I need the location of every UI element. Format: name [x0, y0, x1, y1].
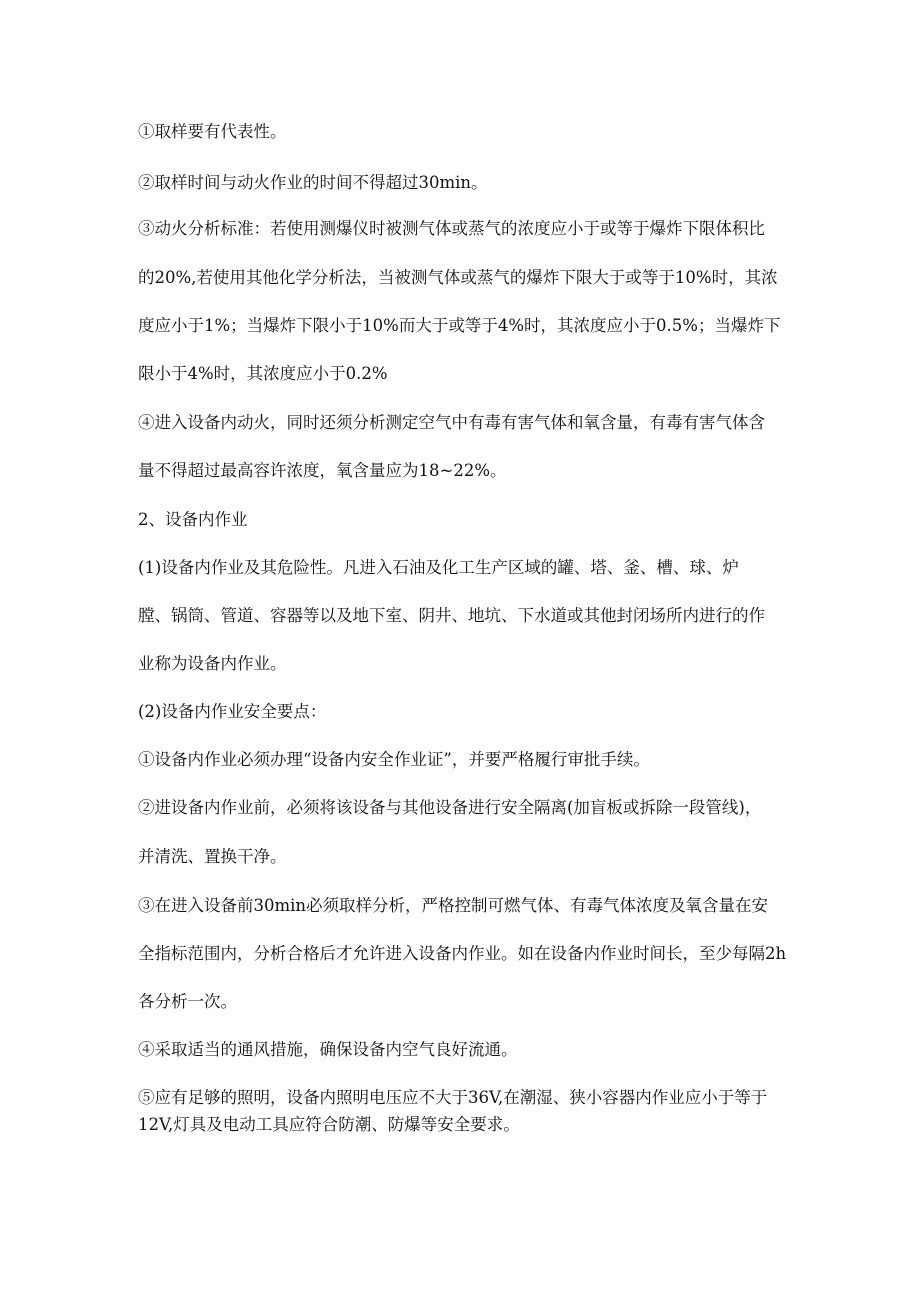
text-line: ②取样时间与动火作业的时间不得超过30min。	[138, 173, 488, 192]
text-line: ③在进入设备前30min必须取样分析，严格控制可燃气体、有毒气体浓度及氧含量在安	[138, 896, 769, 915]
text-line: (2)设备内作业安全要点：	[138, 702, 327, 721]
text-line: 限小于4%时，其浓度应小于0.2%	[138, 364, 388, 383]
text-line: ①设备内作业必须办理“设备内安全作业证”，并要严格履行审批手续。	[138, 750, 650, 769]
text-line: ⑤应有足够的照明，设备内照明电压应不大于36V,在潮湿、狭小容器内作业应小于等于	[138, 1088, 768, 1107]
text-line: ②进设备内作业前，必须将该设备与其他设备进行安全隔离(加盲板或拆除一段管线)，	[138, 798, 762, 817]
text-line: ④进入设备内动火，同时还须分析测定空气中有毒有害气体和氧含量，有毒有害气体含	[138, 413, 765, 432]
text-line: ③动火分析标准：若使用测爆仪时被测气体或蒸气的浓度应小于或等于爆炸下限体积比	[138, 219, 765, 238]
text-line: 12V,灯具及电动工具应符合防潮、防爆等安全要求。	[138, 1115, 520, 1134]
text-line: 业称为设备内作业。	[138, 654, 287, 673]
text-line: (1)设备内作业及其危险性。凡进入石油及化工生产区域的罐、塔、釜、槽、球、炉	[138, 558, 739, 577]
section-heading: 2、设备内作业	[138, 510, 248, 529]
text-line: 度应小于1%；当爆炸下限小于10%而大于或等于4%时，其浓度应小于0.5%；当爆炸下	[138, 316, 781, 335]
text-line: ①取样要有代表性。	[138, 122, 287, 141]
text-line: 全指标范围内，分析合格后才允许进入设备内作业。如在设备内作业时间长，至少每隔2h	[138, 944, 787, 963]
text-line: 并清洗、置换干净。	[138, 847, 287, 866]
text-line: 量不得超过最高容许浓度，氧含量应为18~22%。	[138, 461, 507, 480]
text-line: 的20%,若使用其他化学分析法，当被测气体或蒸气的爆炸下限大于或等于10%时，其浓	[138, 268, 778, 287]
text-line: 膛、锅筒、管道、容器等以及地下室、阴井、地坑、下水道或其他封闭场所内进行的作	[138, 606, 765, 625]
text-line: ④采取适当的通风措施，确保设备内空气良好流通。	[138, 1040, 518, 1059]
text-line: 各分析一次。	[138, 992, 237, 1011]
